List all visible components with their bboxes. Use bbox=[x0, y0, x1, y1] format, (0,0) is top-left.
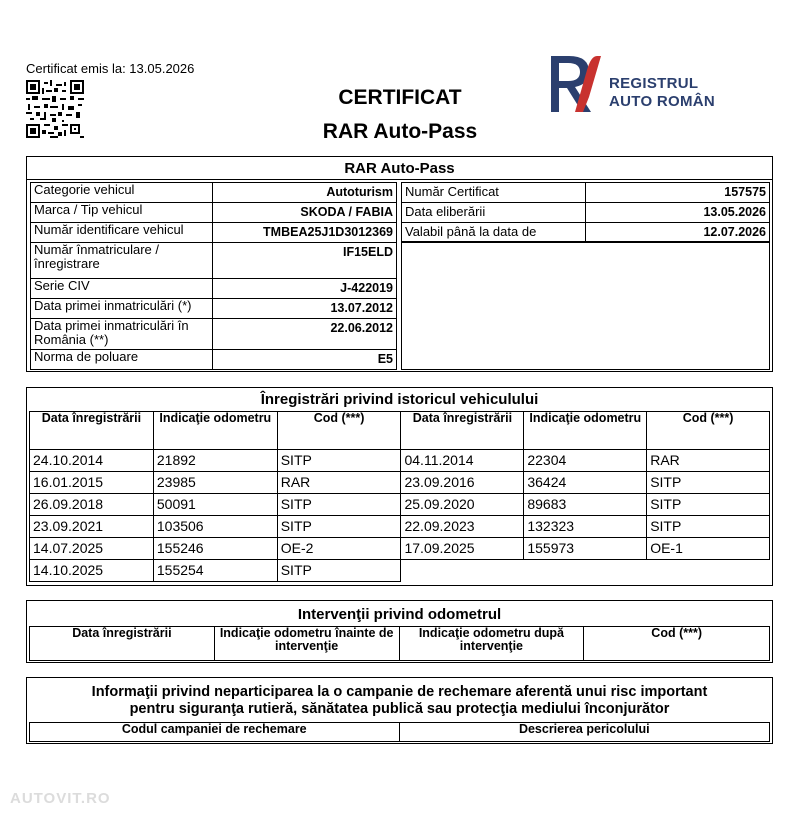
history-date-cell: 14.07.2025 bbox=[30, 538, 154, 560]
history-row bbox=[30, 494, 770, 516]
vehicle-row bbox=[31, 203, 397, 223]
history-odometer-cell: 50091 bbox=[153, 494, 277, 516]
history-code-cell: SITP bbox=[647, 516, 770, 538]
certificate-row bbox=[402, 203, 770, 223]
vehicle-section-title: RAR Auto-Pass bbox=[344, 160, 455, 177]
vehicle-row bbox=[31, 223, 397, 243]
vehicle-field-label: Norma de poluare bbox=[31, 350, 213, 370]
history-code-cell: SITP bbox=[277, 516, 401, 538]
recall-header-code: Codul campaniei de rechemare bbox=[30, 723, 400, 742]
vehicle-field-value: TMBEA25J1D3012369 bbox=[213, 223, 397, 243]
history-date-cell: 23.09.2021 bbox=[30, 516, 154, 538]
vehicle-row bbox=[31, 243, 397, 279]
history-date-cell: 23.09.2016 bbox=[401, 472, 524, 494]
history-table bbox=[29, 411, 770, 582]
history-code-cell: SITP bbox=[647, 494, 770, 516]
history-code-cell bbox=[647, 560, 770, 582]
certificate-field-label: Număr Certificat bbox=[402, 183, 586, 203]
vehicle-field-label: Marca / Tip vehicul bbox=[31, 203, 213, 223]
vehicle-field-label: Data primei inmatriculări în România (**) bbox=[31, 319, 213, 350]
history-odometer-cell: 155254 bbox=[153, 560, 277, 582]
history-date-cell: 22.09.2023 bbox=[401, 516, 524, 538]
history-code-cell: RAR bbox=[277, 472, 401, 494]
interventions-header-before: Indicaţie odometru înainte de intervenţie bbox=[214, 627, 399, 661]
history-header-odometer-2: Indicaţie odometru bbox=[524, 412, 647, 450]
vehicle-row bbox=[31, 319, 397, 350]
history-date-cell: 04.11.2014 bbox=[401, 450, 524, 472]
history-odometer-cell: 22304 bbox=[524, 450, 647, 472]
certificate-field-value: 13.05.2026 bbox=[586, 203, 770, 223]
interventions-table bbox=[29, 626, 770, 661]
certificate-field-label: Data eliberării bbox=[402, 203, 586, 223]
issue-date: Certificat emis la: 13.05.2026 bbox=[26, 61, 195, 76]
vehicle-field-value: IF15ELD bbox=[213, 243, 397, 279]
history-code-cell: OE-1 bbox=[647, 538, 770, 560]
history-header-odometer-1: Indicaţie odometru bbox=[153, 412, 277, 450]
vehicle-details-table bbox=[30, 182, 397, 370]
vehicle-field-label: Categorie vehicul bbox=[31, 183, 213, 203]
history-code-cell: OE-2 bbox=[277, 538, 401, 560]
vehicle-row bbox=[31, 183, 397, 203]
recall-title-line2: pentru siguranţa rutieră, sănătatea publică sau protecţia mediului înconjurător bbox=[129, 701, 670, 717]
vehicle-field-value: SKODA / FABIA bbox=[213, 203, 397, 223]
history-odometer-cell: 132323 bbox=[524, 516, 647, 538]
logo-text-line2: AUTO ROMÂN bbox=[609, 93, 716, 110]
history-odometer-cell: 23985 bbox=[153, 472, 277, 494]
vehicle-row bbox=[31, 279, 397, 299]
vehicle-field-value: 13.07.2012 bbox=[213, 299, 397, 319]
vehicle-row bbox=[31, 299, 397, 319]
qr-code bbox=[26, 80, 84, 138]
history-date-cell: 14.10.2025 bbox=[30, 560, 154, 582]
certificate-blank-area bbox=[401, 241, 770, 370]
history-row bbox=[30, 516, 770, 538]
history-code-cell: SITP bbox=[277, 560, 401, 582]
history-header-code-2: Cod (***) bbox=[647, 412, 770, 450]
history-date-cell: 25.09.2020 bbox=[401, 494, 524, 516]
logo-text-line1: REGISTRUL bbox=[609, 75, 699, 92]
history-odometer-cell: 36424 bbox=[524, 472, 647, 494]
interventions-header-code: Cod (***) bbox=[584, 627, 770, 661]
vehicle-field-label: Data primei inmatriculări (*) bbox=[31, 299, 213, 319]
recall-table bbox=[29, 722, 770, 742]
history-header-date-1: Data înregistrării bbox=[30, 412, 154, 450]
history-header-code-1: Cod (***) bbox=[277, 412, 401, 450]
history-section-title: Înregistrări privind istoricul vehiculului bbox=[260, 391, 539, 408]
history-odometer-cell: 155973 bbox=[524, 538, 647, 560]
history-odometer-cell: 103506 bbox=[153, 516, 277, 538]
recall-header-description: Descrierea pericolului bbox=[399, 723, 770, 742]
history-code-cell: SITP bbox=[277, 494, 401, 516]
history-odometer-cell: 89683 bbox=[524, 494, 647, 516]
certificate-subtitle: RAR Auto-Pass bbox=[322, 120, 478, 143]
history-code-cell: SITP bbox=[277, 450, 401, 472]
history-row bbox=[30, 560, 770, 582]
certificate-row bbox=[402, 223, 770, 243]
vehicle-field-value: E5 bbox=[213, 350, 397, 370]
interventions-header-date: Data înregistrării bbox=[30, 627, 215, 661]
interventions-section-title: Intervenţii privind odometrul bbox=[297, 606, 502, 623]
history-date-cell: 16.01.2015 bbox=[30, 472, 154, 494]
vehicle-row bbox=[31, 350, 397, 370]
vehicle-field-value: 22.06.2012 bbox=[213, 319, 397, 350]
history-date-cell bbox=[401, 560, 524, 582]
certificate-field-label: Valabil până la data de bbox=[402, 223, 586, 243]
interventions-header-after: Indicaţie odometru după intervenţie bbox=[399, 627, 584, 661]
vehicle-field-label: Serie CIV bbox=[31, 279, 213, 299]
certificate-title: CERTIFICAT bbox=[338, 86, 462, 109]
recall-title-line1: Informaţii privind neparticiparea la o campanie de rechemare aferentă unui risc important bbox=[91, 684, 708, 700]
history-row bbox=[30, 450, 770, 472]
history-date-cell: 17.09.2025 bbox=[401, 538, 524, 560]
history-odometer-cell: 21892 bbox=[153, 450, 277, 472]
history-date-cell: 24.10.2014 bbox=[30, 450, 154, 472]
vehicle-field-label: Număr identificare vehicul bbox=[31, 223, 213, 243]
history-odometer-cell bbox=[524, 560, 647, 582]
watermark: AUTOVIT.RO bbox=[10, 790, 111, 807]
certificate-details-table bbox=[401, 182, 770, 243]
vehicle-field-label: Număr înmatriculare / înregistrare bbox=[31, 243, 213, 279]
vehicle-field-value: Autoturism bbox=[213, 183, 397, 203]
history-date-cell: 26.09.2018 bbox=[30, 494, 154, 516]
certificate-row bbox=[402, 183, 770, 203]
certificate-field-value: 12.07.2026 bbox=[586, 223, 770, 243]
history-row bbox=[30, 472, 770, 494]
history-code-cell: SITP bbox=[647, 472, 770, 494]
vehicle-field-value: J-422019 bbox=[213, 279, 397, 299]
history-odometer-cell: 155246 bbox=[153, 538, 277, 560]
history-header-date-2: Data înregistrării bbox=[401, 412, 524, 450]
history-row bbox=[30, 538, 770, 560]
certificate-field-value: 157575 bbox=[586, 183, 770, 203]
history-code-cell: RAR bbox=[647, 450, 770, 472]
